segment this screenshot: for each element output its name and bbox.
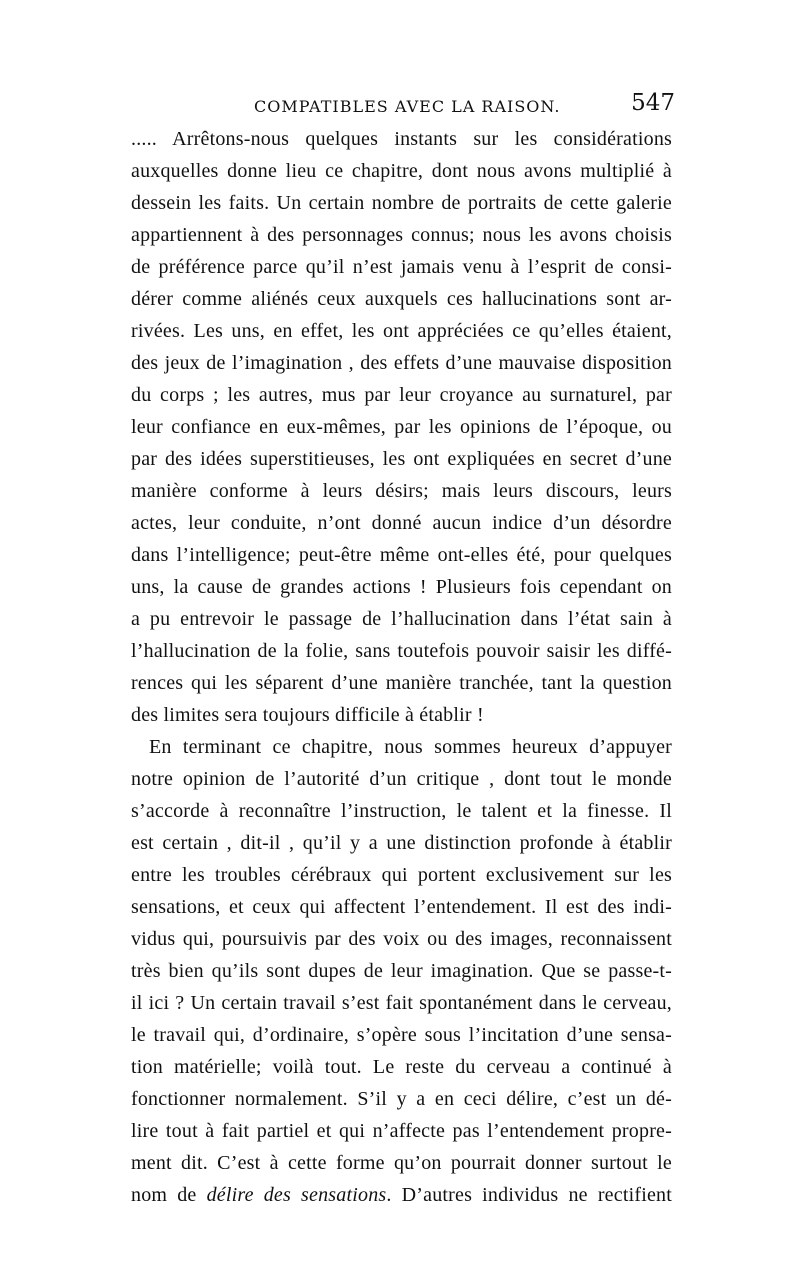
line-suffix: . D’autres individus ne rectifient [386,1184,672,1206]
text-line: rivées. Les uns, en effet, les ont appréciées ce qu’elles étaient, [131,320,672,342]
text-line: manière conforme à leurs désirs; mais leurs discours, leurs [131,480,672,502]
text-line: lire tout à fait partiel et qui n’affecte pas l’entendement propre- [131,1120,672,1142]
text-line: vidus qui, poursuivis par des voix ou des images, reconnaissent [131,928,672,950]
text-line-with-italic [131,1179,672,1211]
text-line: sensations, et ceux qui affectent l’entendement. Il est des indi- [131,896,672,918]
text-line: de préférence parce qu’il n’est jamais venu à l’esprit de consi- [131,256,672,278]
text-line: entre les troubles cérébraux qui portent exclusivement sur les [131,864,672,886]
text-line: ment dit. C’est à cette forme qu’on pourrait donner surtout le [131,1152,672,1174]
text-line: très bien qu’ils sont dupes de leur imagination. Que se passe-t- [131,960,672,982]
text-line: du corps ; les autres, mus par leur croyance au surnaturel, par [131,384,672,406]
running-title: COMPATIBLES AVEC LA RAISON. [254,97,561,116]
text-line: par des idées superstitieuses, les ont expliquées en secret d’une [131,448,672,470]
line-prefix: nom de [131,1184,207,1206]
text-line: s’accorde à reconnaître l’instruction, le talent et la finesse. Il [131,800,672,822]
text-line: auxquelles donne lieu ce chapitre, dont nous avons multiplié à [131,160,672,182]
text-line: est certain , dit-il , qu’il y a une distinction profonde à établir [131,832,672,854]
page-number: 547 [631,90,675,116]
italic-term: délire des sensations [206,1184,387,1206]
text-line: rences qui les séparent d’une manière tranchée, tant la question [131,672,672,694]
text-line: uns, la cause de grandes actions ! Plusieurs fois cependant on [131,576,672,598]
text-line: leur confiance en eux-mêmes, par les opinions de l’époque, ou [131,416,672,438]
text-line: l’hallucination de la folie, sans toutefois pouvoir saisir les diffé- [131,640,672,662]
text-line: fonctionner normalement. S’il y a en ceci délire, c’est un dé- [131,1088,672,1110]
text-line: des jeux de l’imagination , des effets d’une mauvaise disposition [131,352,672,374]
text-line: appartiennent à des personnages connus; nous les avons choisis [131,224,672,246]
text-line: En terminant ce chapitre, nous sommes heureux d’appuyer [149,736,672,758]
text-line: notre opinion de l’autorité d’un critique , dont tout le monde [131,768,672,790]
text-line: des limites sera toujours difficile à établir ! [131,704,484,726]
text-line: actes, leur conduite, n’ont donné aucun indice d’un désordre [131,512,672,534]
text-line: tion matérielle; voilà tout. Le reste du cerveau a continué à [131,1056,672,1078]
text-line: ..... Arrêtons-nous quelques instants sur les considérations [131,128,672,150]
text-line: le travail qui, d’ordinaire, s’opère sous l’incitation d’une sensa- [131,1024,672,1046]
text-line: il ici ? Un certain travail s’est fait spontanément dans le cerveau, [131,992,672,1014]
running-head [130,90,675,121]
text-line: dessein les faits. Un certain nombre de portraits de cette galerie [131,192,672,214]
text-line: dans l’intelligence; peut-être même ont-elles été, pour quelques [131,544,672,566]
text-line: dérer comme aliénés ceux auxquels ces hallucinations sont ar- [131,288,672,310]
text-line: a pu entrevoir le passage de l’hallucination dans l’état sain à [131,608,672,630]
